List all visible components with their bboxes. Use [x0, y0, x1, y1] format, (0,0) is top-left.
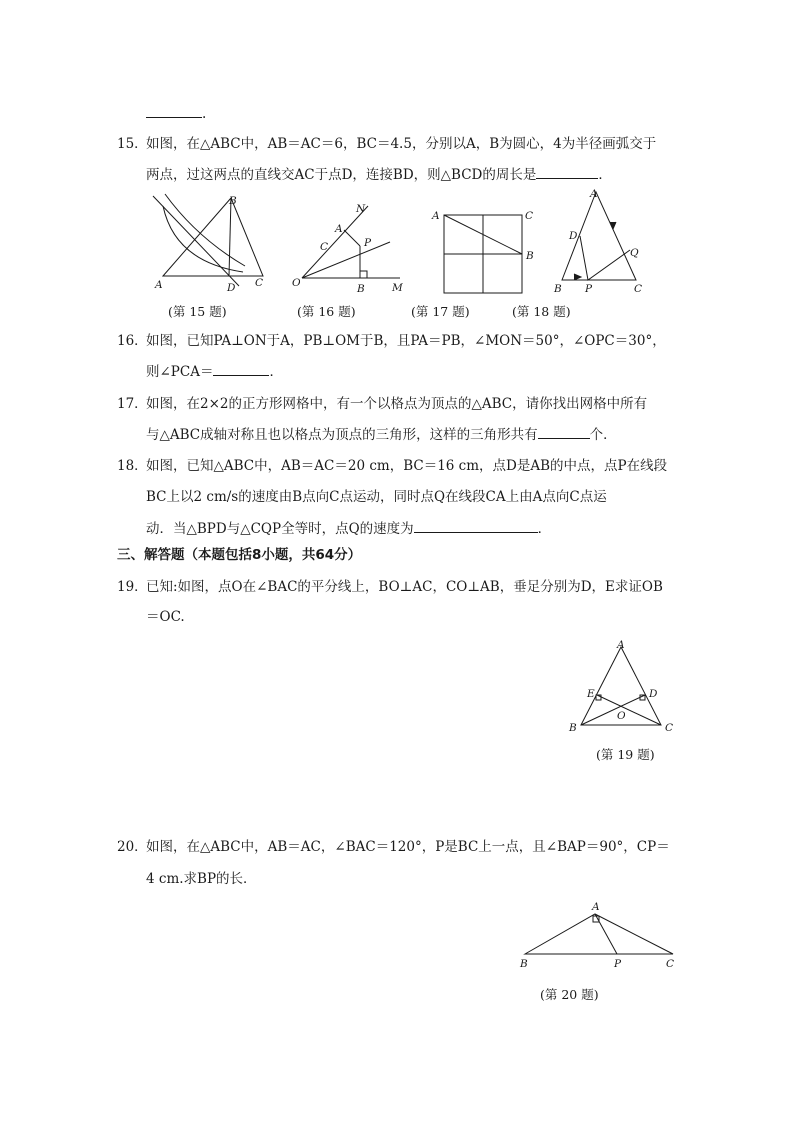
- q18-text-line3: 动．当△BPD与△CQP全等时，点Q的速度为 ．: [146, 521, 552, 537]
- q17-text-line2: 与△ABC成轴对称且也以格点为顶点的三角形，这样的三角形共有 个．: [146, 427, 617, 443]
- q19-text-line2: ＝OC.: [146, 609, 185, 625]
- figure-18: [550, 186, 650, 296]
- q20-text-line2: 4 cm.求BP的长．: [146, 871, 257, 887]
- label-b: B: [526, 250, 534, 262]
- q20-text-line1: 如图，在△ABC中，AB＝AC，∠BAC＝120°，P是BC上一点，且∠BAP＝90°，CP＝: [146, 839, 670, 855]
- label-c: C: [525, 210, 534, 222]
- caption-15: (第 15 题): [168, 304, 227, 319]
- figure-19: [565, 635, 685, 740]
- figure-15: [145, 190, 275, 300]
- label-e: E: [587, 688, 595, 700]
- figure-17: [430, 205, 540, 297]
- label-a: A: [432, 210, 440, 222]
- line-bd: [229, 198, 231, 276]
- label-p: P: [364, 237, 372, 249]
- segments-dpq: [580, 236, 630, 280]
- q15-answer-blank: [536, 165, 598, 179]
- label-p: P: [614, 958, 622, 970]
- right-angle-b: [360, 271, 367, 278]
- label-a: A: [155, 279, 163, 291]
- q17-answer-blank: [538, 425, 590, 439]
- q17-text-line1: 如图，在2×2的正方形网格中，有一个以格点为顶点的△ABC，请你找出网格中所有: [146, 396, 648, 412]
- caption-20: (第 20 题): [540, 987, 599, 1002]
- q16-text-line1: 如图，已知PA⊥ON于A，PB⊥OM于B，且PA＝PB，∠MON＝50°，∠OPC＝30°，: [146, 333, 666, 349]
- label-p: P: [585, 283, 593, 295]
- line-pc: [302, 242, 390, 278]
- q15-text-line1: 如图，在△ABC中，AB＝AC＝6，BC＝4.5，分别以A，B为圆心，4为半径画弧交于: [146, 136, 657, 152]
- q18-number: 18．: [117, 458, 148, 474]
- ray-on: [302, 206, 368, 278]
- label-a: A: [592, 901, 600, 913]
- label-b: B: [569, 722, 577, 734]
- figure-16: [290, 200, 410, 295]
- q15-text-line2: 两点，过这两点的直线交AC于点D，连接BD，则△BCD的周长是 ．: [146, 167, 612, 183]
- label-a: A: [590, 188, 598, 200]
- label-o: O: [617, 710, 626, 722]
- q19-text-line1: 已知:如图，点O在∠BAC的平分线上，BO⊥AC，CO⊥AB，垂足分别为D，E求证OB: [146, 579, 663, 595]
- label-n: N: [356, 203, 366, 215]
- q18-text-line1: 如图，已知△ABC中，AB＝AC＝20 cm，BC＝16 cm，点D是AB的中点，点P在线段: [146, 458, 668, 474]
- q15-number: 15．: [117, 136, 148, 152]
- label-c: C: [255, 277, 264, 289]
- label-d: D: [569, 230, 578, 242]
- q17-number: 17．: [117, 396, 148, 412]
- label-c: C: [320, 241, 329, 253]
- label-b: B: [520, 958, 528, 970]
- q16-answer-blank: [213, 362, 269, 376]
- q18-text-line2: BC上以2 cm/s的速度由B点向C点运动，同时点Q在线段CA上由A点向C点运: [146, 489, 607, 505]
- q16-number: 16．: [117, 333, 148, 349]
- caption-17: (第 17 题): [411, 304, 470, 319]
- label-d: D: [227, 282, 236, 294]
- caption-18: (第 18 题): [512, 304, 571, 319]
- label-b: B: [229, 195, 237, 207]
- q16-text-line2: 则∠PCA＝ ．: [146, 364, 283, 380]
- caption-16: (第 16 题): [297, 304, 356, 319]
- answer-blank: [146, 104, 202, 118]
- label-b: B: [554, 283, 562, 295]
- label-o: O: [292, 277, 301, 289]
- label-a: A: [335, 223, 343, 235]
- section-3-heading: 三、解答题（本题包括8小题，共64分）: [117, 547, 362, 563]
- label-b: B: [357, 283, 365, 295]
- label-m: M: [392, 282, 403, 294]
- label-d: D: [649, 688, 658, 700]
- arrow-b-to-p: [574, 274, 581, 280]
- q14-answer-line: .: [146, 104, 206, 123]
- q20-number: 20．: [117, 839, 148, 855]
- label-c: C: [634, 283, 643, 295]
- label-q: Q: [630, 247, 639, 259]
- figure-20: [515, 898, 685, 973]
- q18-answer-blank: [414, 519, 538, 533]
- label-c: C: [666, 958, 675, 970]
- q19-number: 19．: [117, 579, 148, 595]
- segment-pa: [344, 230, 360, 246]
- label-a: A: [617, 639, 625, 651]
- caption-19: (第 19 题): [596, 747, 655, 762]
- label-c: C: [665, 722, 674, 734]
